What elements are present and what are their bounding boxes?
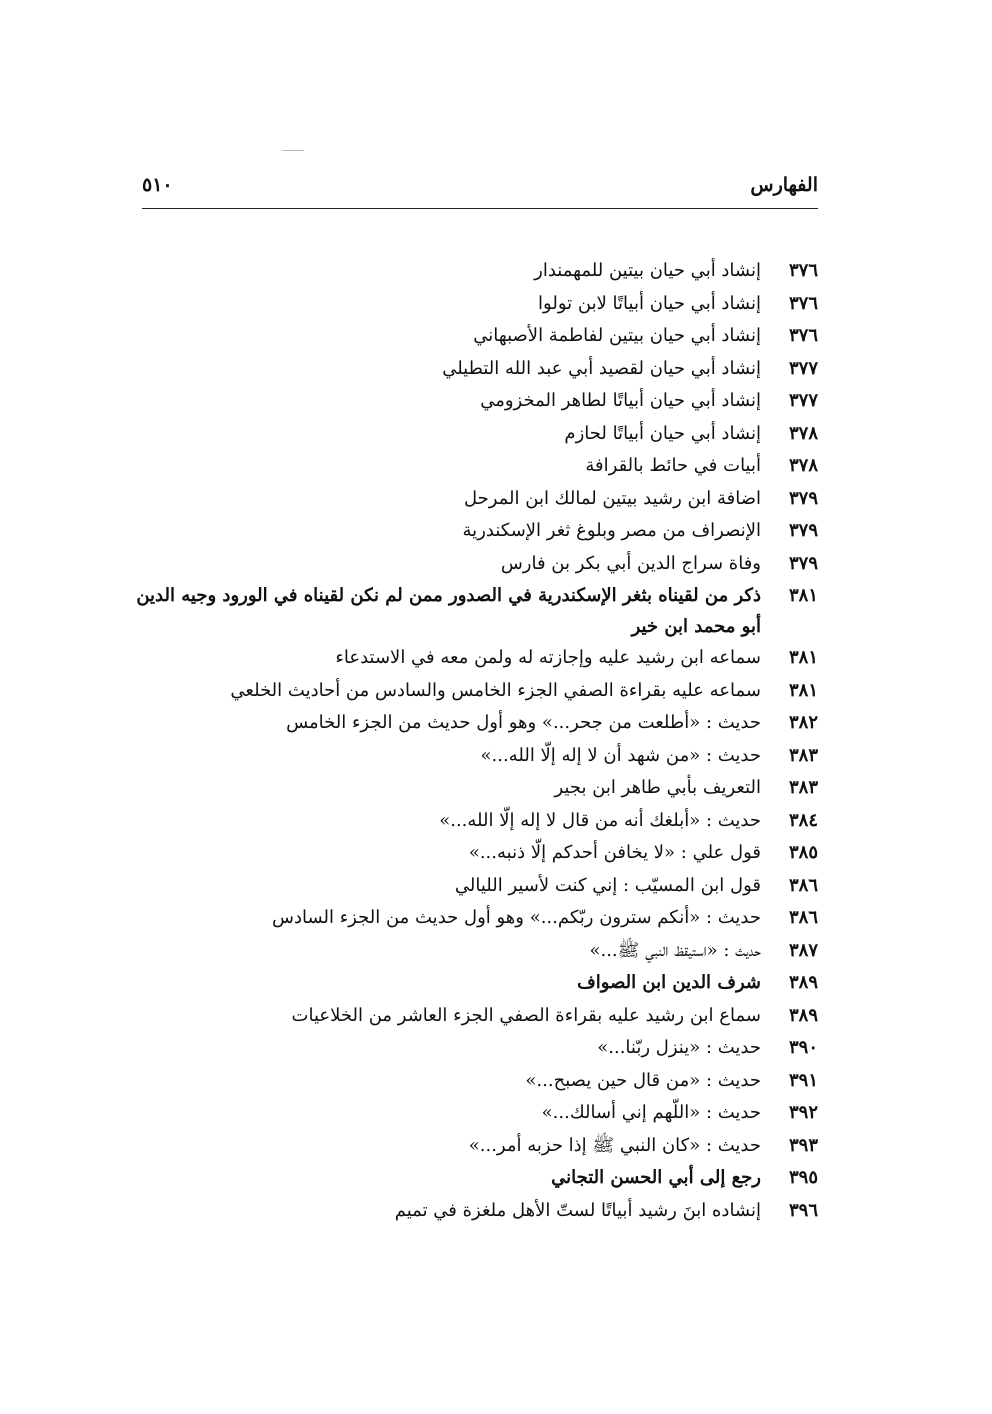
index-entry (128, 740, 818, 773)
entry-page-number: ٣٩١ (788, 1069, 818, 1091)
entry-title: حديث : «أطلعت من جحر...» وهو أول حديث من الجزء الخامس (286, 712, 761, 733)
entry-page-number: ٣٧٧ (788, 357, 818, 379)
index-entry (128, 870, 818, 903)
entry-page-number: ٣٩٢ (788, 1102, 818, 1123)
index-entry (128, 385, 818, 418)
entry-title: إنشاده ابنَ رشيد أبياتًا لستّ الأهل ملغزة في تميم (394, 1199, 761, 1221)
index-entry (128, 642, 818, 675)
entry-page-number: ٣٨٦ (788, 874, 818, 896)
index-entry (128, 837, 818, 870)
entry-title: إنشاد أبي حيان بيتين لفاطمة الأصبهاني (473, 325, 761, 346)
index-section-heading (128, 1162, 818, 1195)
entry-title: إنشاد أبي حيان أبياتًا لحازم (564, 422, 761, 444)
entry-page-number: ٣٩٠ (788, 1037, 818, 1058)
index-entry (128, 418, 818, 451)
entry-page-number: ٣٨٣ (788, 777, 818, 798)
entry-page-number: ٣٧٦ (788, 325, 818, 346)
index-entry (128, 483, 818, 516)
index-entry (128, 772, 818, 805)
index-entry (128, 255, 818, 288)
index-entry (128, 548, 818, 581)
entry-page-number: ٣٨٥ (788, 842, 818, 863)
index-entry (128, 450, 818, 483)
entry-page-number: ٣٨٩ (788, 1004, 818, 1026)
entry-page-number: ٣٨٧ (788, 939, 818, 961)
entry-title: إنشاد أبي حيان لقصيد أبي عبد الله التطيلي (442, 357, 761, 379)
index-list (128, 255, 818, 1227)
entry-page-number: ٣٧٨ (788, 422, 818, 444)
entry-page-number: ٣٨١ (788, 679, 818, 701)
entry-page-number: ٣٧٦ (788, 260, 818, 281)
index-entry (128, 1195, 818, 1228)
scan-mark (282, 150, 304, 151)
entry-page-number: ٣٨١ (788, 647, 818, 668)
entry-page-number: ٣٧٩ (788, 520, 818, 541)
entry-title: حديث : «من قال حين يصبح...» (525, 1069, 761, 1091)
entry-page-number: ٣٧٩ (788, 552, 818, 574)
index-entry (128, 675, 818, 708)
index-entry (128, 1000, 818, 1033)
index-entry (128, 515, 818, 548)
index-section-heading (128, 580, 818, 642)
entry-title: إنشاد أبي حيان بيتين للمهمندار (534, 260, 761, 281)
entry-title: سماعه ابن رشيد عليه وإجازته له ولمن معه في الاستدعاء (335, 647, 761, 668)
entry-title: حديث : «أبلغك أنه من قال لا إله إلّا الله...» (439, 809, 761, 831)
entry-title: ذكر من لقيناه بثغر الإسكندرية في الصدور ممن لم نكن لقيناه في الورود وجيه الدين أبو محمد ابن خير (136, 585, 761, 637)
entry-title: حديث : «كان النبي ﷺ إذا حزبه أمر...» (468, 1134, 761, 1156)
entry-page-number: ٣٧٦ (788, 292, 818, 314)
index-entry (128, 288, 818, 321)
entry-title: رجع إلى أبي الحسن التجاني (551, 1167, 761, 1188)
entry-page-number: ٣٩٣ (788, 1134, 818, 1156)
index-entry (128, 707, 818, 740)
entry-page-number: ٣٩٦ (788, 1199, 818, 1221)
index-entry (128, 320, 818, 353)
entry-page-number: ٣٨٢ (788, 712, 818, 733)
entry-title: سماع ابن رشيد عليه بقراءة الصفي الجزء العاشر من الخلاعيات (291, 1004, 761, 1026)
entry-page-number: ٣٧٩ (788, 487, 818, 509)
index-entry (128, 1097, 818, 1130)
entry-title: سماعه عليه بقراءة الصفي الجزء الخامس والسادس من أحاديث الخلعي (230, 679, 761, 701)
page-number: ٥١٠ (142, 174, 173, 196)
index-entry (128, 353, 818, 386)
running-title: الفهارس (750, 174, 818, 196)
entry-title: حديث : «استيقظ النبي ﷺ...» (589, 939, 761, 961)
entry-title: التعريف بأبي طاهر ابن بجير (554, 777, 761, 798)
entry-title: إنشاد أبي حيان أبياتًا لطاهر المخزومي (480, 390, 761, 411)
entry-page-number: ٣٨٩ (788, 972, 818, 993)
entry-title: اضافة ابن رشيد بيتين لمالك ابن المرحل (463, 487, 761, 509)
entry-title: حديث : «من شهد أن لا إله إلّا الله...» (480, 744, 761, 766)
entry-title: قول ابن المسيّب : إني كنت لأسير الليالي (454, 874, 761, 896)
entry-title: الإنصراف من مصر وبلوغ ثغر الإسكندرية (462, 520, 761, 541)
entry-page-number: ٣٧٧ (788, 390, 818, 411)
index-section-heading (128, 967, 818, 1000)
index-entry (128, 1032, 818, 1065)
entry-page-number: ٣٧٨ (788, 455, 818, 476)
index-entry (128, 1130, 818, 1163)
entry-page-number: ٣٨٦ (788, 907, 818, 928)
index-entry (128, 805, 818, 838)
entry-title: حديث : «ينزل ربّنا...» (597, 1037, 761, 1058)
entry-title: شرف الدين ابن الصواف (577, 972, 761, 993)
entry-title: وفاة سراج الدين أبي بكر بن فارس (500, 552, 761, 574)
index-entry (128, 902, 818, 935)
index-entry (128, 1065, 818, 1098)
entry-title: أبيات في حائط بالقرافة (585, 455, 761, 476)
entry-page-number: ٣٨٤ (788, 809, 818, 831)
index-entry (128, 935, 818, 968)
entry-page-number: ٣٨٣ (788, 744, 818, 766)
entry-title: قول علي : «لا يخافن أحدكم إلّا ذنبه...» (468, 842, 761, 863)
entry-title: حديث : «اللّهم إني أسالك...» (541, 1102, 761, 1123)
entry-title: حديث : «أنكم سترون ربّكم...» وهو أول حديث من الجزء السادس (271, 907, 761, 928)
entry-title: إنشاد أبي حيان أبياتًا لابن تولوا (538, 292, 761, 314)
entry-page-number: ٣٩٥ (788, 1167, 818, 1188)
page-header (142, 170, 818, 209)
entry-page-number: ٣٨١ (788, 585, 818, 606)
